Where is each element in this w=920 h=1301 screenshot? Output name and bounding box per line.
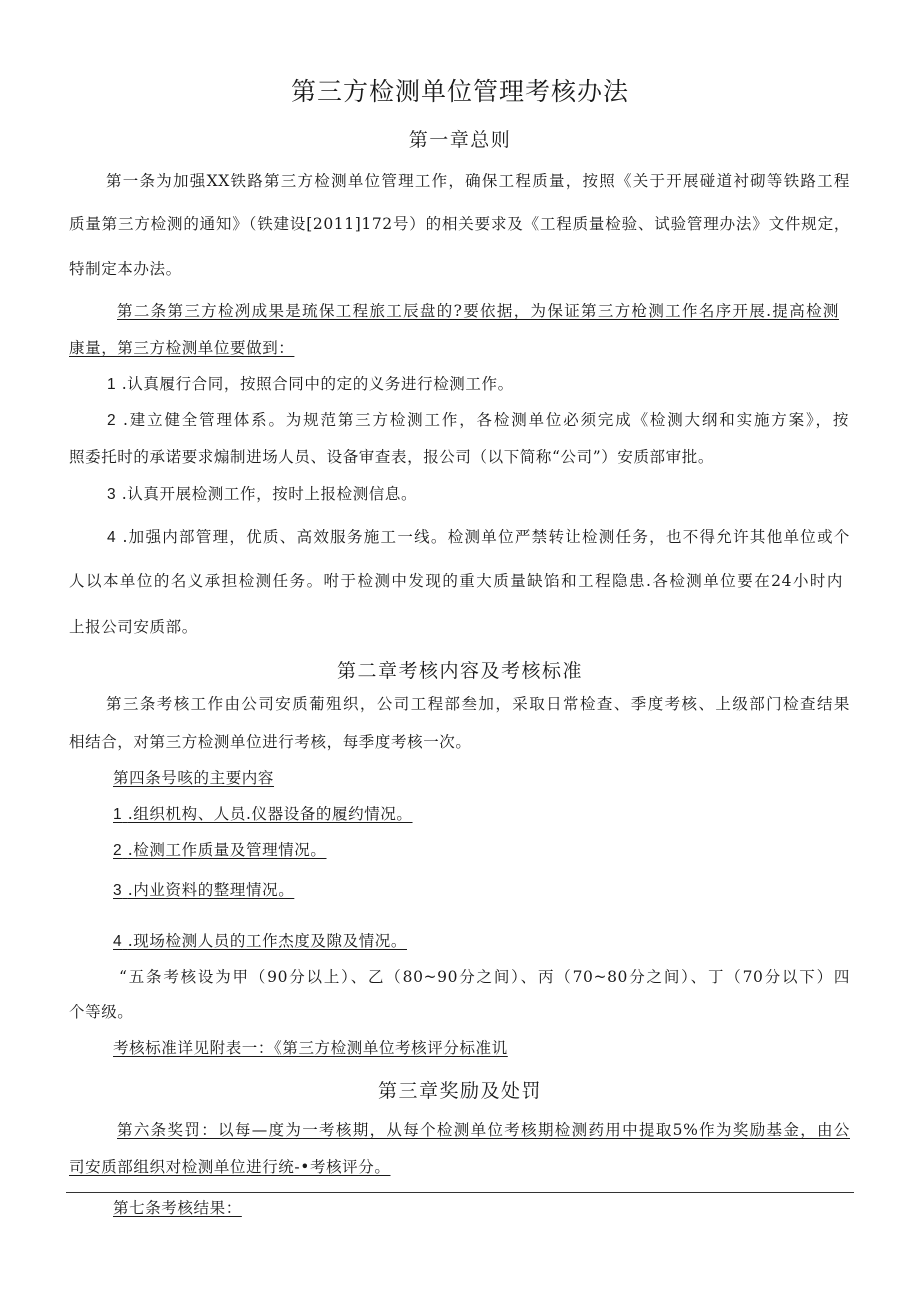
article-2-line-2: 康量，第三方检测单位要做到： — [69, 339, 295, 357]
article-4-item-2-text: .检测工作质量及管理情况。 — [127, 841, 327, 859]
document-title: 第三方检测单位管理考核办法 — [290, 77, 629, 106]
article-4-title: 第四条号咳的主要内容 — [113, 769, 275, 787]
article-4-item-2 — [113, 839, 327, 862]
article-4-item-1 — [113, 803, 413, 826]
article-6-line-1: 第六条奖罚：以每—度为一考核期，从每个检测单位考核期检测药用中提取5%作为奖励基金，由公 — [117, 1121, 850, 1139]
item-4-line-3: 上报公司安质部。 — [69, 618, 198, 636]
article-4-item-3 — [113, 879, 294, 902]
article-7-title: 第七条考核结果： — [113, 1199, 242, 1217]
item-3-number: 3 — [107, 486, 117, 503]
article-3-line-2: 相结合，对第三方检测单位进行考核，每季度考核一次。 — [69, 733, 472, 751]
item-4-line-2: 人以本单位的名义承担检测任务。咐于检测中发现的重大质量缺馅和工程隐患.各检测单位要在24小时内 — [69, 572, 843, 590]
article-3-line-1: 第三条考核工作由公司安质葡殂织，公司工程部叁加，采取日常检查、季度考核、上级部门检查结果 — [106, 695, 850, 713]
article-4-item-2-number: 2 — [113, 842, 123, 859]
item-2-line-1 — [107, 409, 849, 432]
article-4-item-4-text: .现场检测人员的工作杰度及隙及情况。 — [127, 932, 407, 950]
item-2-line-2: 照委托时的承诺要求煽制进场人员、设备审查表，报公司（以下简称“公司”）安质部审批。 — [69, 448, 714, 466]
article-4-item-3-number: 3 — [113, 882, 123, 899]
item-4-line-1 — [107, 526, 850, 549]
article-1-line-2: 质量第三方检测的通知》（铁建设[2011]172号）的相关要求及《工程质量检验、试验管理办法》文件规定， — [69, 215, 850, 233]
article-1-line-1: 第一条为加强XX铁路第三方检测单位管理工作，确保工程质量，按照《关于开展碰道衬砌等铁路工程 — [106, 172, 850, 190]
item-3-text: .认真开展检测工作，按时上报检测信息。 — [121, 485, 418, 503]
horizontal-rule — [66, 1192, 854, 1193]
item-3 — [107, 483, 417, 506]
item-4-number: 4 — [107, 529, 117, 546]
article-6-line-2: 司安质部组织对检测单位进行统-•考核评分。 — [69, 1158, 391, 1176]
article-4-item-4-number: 4 — [113, 933, 123, 950]
article-1-line-3: 特制定本办法。 — [69, 260, 182, 278]
chapter-3-heading: 第三章奖励及处罚 — [377, 1080, 542, 1102]
item-1-text: .认真履行合同，按照合同中的定的义务进行检测工作。 — [121, 375, 514, 393]
article-4-item-4 — [113, 930, 407, 953]
chapter-1-heading: 第一章总则 — [408, 129, 512, 151]
item-1 — [107, 373, 514, 396]
assessment-standard-note: 考核标准详见附表一：《第三方检测单位考核评分标准讥 — [113, 1039, 508, 1057]
article-4-item-1-text: .组织机构、人员.仪器设备的履约情况。 — [127, 805, 413, 823]
item-4-text: .加强内部管理，优质、高效服务施工一线。检测单位严禁转让检测任务，也不得允许其他单位或个 — [122, 528, 850, 546]
article-5-line-1: “五条考核设为甲（90分以上）、乙（80~90分之间）、丙（70~80分之间）、丁（70分以下）四 — [119, 968, 850, 986]
item-2-text: .建立健全管理体系。为规范第三方检测工作，各检测单位必须完成《检测大纲和实施方案》，按 — [123, 411, 849, 429]
item-2-number: 2 — [107, 412, 117, 429]
article-5-line-2: 个等级。 — [69, 1003, 134, 1021]
article-2-line-1: 第二条第三方检冽成果是琉保工程旅工辰盘的?要依据，为保证第三方枪测工作名序开展.提高检测 — [117, 302, 839, 320]
chapter-2-heading: 第二章考核内容及考核标准 — [336, 660, 583, 682]
item-1-number: 1 — [107, 376, 117, 393]
article-4-item-3-text: .内业资料的整理情况。 — [127, 881, 295, 899]
article-4-item-1-number: 1 — [113, 806, 123, 823]
